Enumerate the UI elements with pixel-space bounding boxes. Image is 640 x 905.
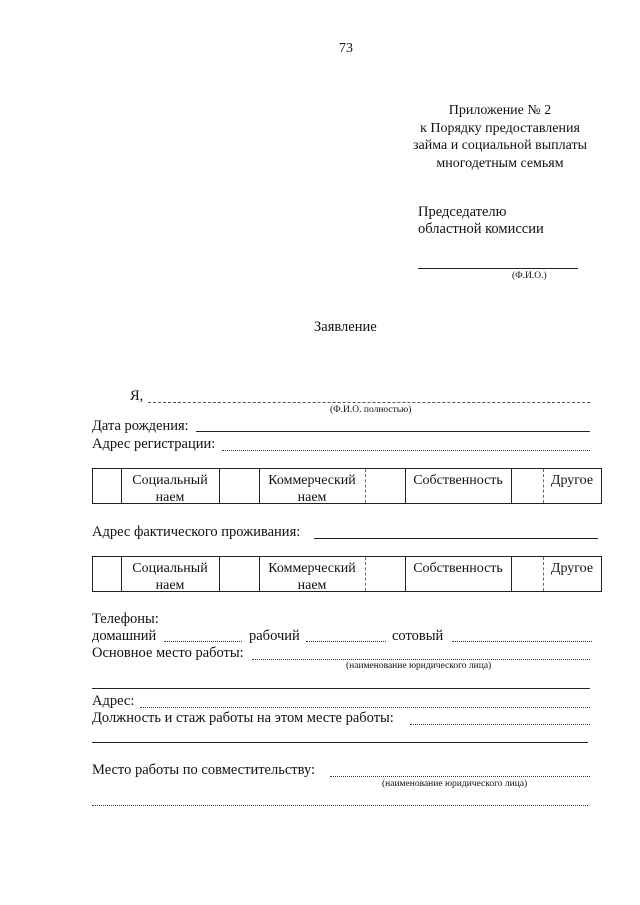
appendix-line-3: займа и социальной выплаты [413, 138, 587, 153]
secondary-job-caption: (наименование юридического лица) [382, 779, 528, 789]
option-other-label: Другое [550, 561, 594, 576]
appendix-line-4: многодетным семьям [436, 155, 564, 171]
birth-date-field[interactable] [196, 431, 590, 432]
appendix-line-1: Приложение № 2 [448, 103, 552, 118]
appendix-line-2: к Порядку предоставления [420, 120, 580, 136]
position-field[interactable] [410, 724, 590, 725]
position-field-line-2[interactable] [92, 742, 588, 743]
option-social-rent-line-1: Социальный [132, 561, 208, 576]
secondary-job-field[interactable] [330, 776, 590, 777]
option-commercial-rent-line-1: Коммерческий [268, 561, 356, 576]
option-ownership-label: Собственность [413, 473, 503, 488]
label-mobile-phone: сотовый [392, 628, 444, 644]
label-ya: Я, [130, 388, 144, 404]
option-ownership[interactable] [405, 472, 511, 489]
label-reg-address: Адрес регистрации: [92, 436, 216, 452]
option-social-rent[interactable] [121, 472, 219, 506]
option-ownership[interactable] [405, 560, 511, 577]
option-other[interactable] [543, 472, 601, 489]
option-social-rent-line-2: наем [155, 578, 185, 593]
label-job-address: Адрес: [92, 693, 135, 709]
document-title: Заявление [314, 319, 377, 335]
label-home-phone: домашний [92, 628, 157, 644]
full-name-field[interactable] [148, 402, 590, 403]
option-commercial-rent[interactable] [259, 472, 365, 506]
housing-type-table-registration [92, 468, 602, 504]
main-job-field-line-2[interactable] [92, 688, 590, 689]
addressee-name-line[interactable] [418, 268, 578, 269]
label-phones: Телефоны: [92, 611, 159, 627]
option-other-label: Другое [550, 473, 594, 488]
home-phone-field[interactable] [164, 641, 242, 642]
main-job-field[interactable] [252, 659, 590, 660]
addressee-line-2: областной комиссии [418, 221, 544, 237]
work-phone-field[interactable] [306, 641, 386, 642]
label-birth-date: Дата рождения: [92, 418, 189, 434]
option-commercial-rent-line-2: наем [297, 490, 327, 505]
label-main-job: Основное место работы: [92, 645, 244, 661]
main-job-caption: (наименование юридического лица) [346, 661, 492, 671]
option-commercial-rent[interactable] [259, 560, 365, 594]
job-address-field[interactable] [140, 707, 590, 708]
reg-address-field[interactable] [222, 450, 590, 451]
option-commercial-rent-line-1: Коммерческий [268, 473, 356, 488]
housing-type-table-actual [92, 556, 602, 592]
label-work-phone: рабочий [249, 628, 300, 644]
option-other[interactable] [543, 560, 601, 577]
addressee-line-1: Председателю [418, 204, 507, 220]
full-name-caption: (Ф.И.О. полностью) [330, 405, 412, 415]
page-number: 73 [339, 41, 353, 56]
label-position: Должность и стаж работы на этом месте работы: [92, 710, 394, 726]
mobile-phone-field[interactable] [452, 641, 592, 642]
actual-address-field[interactable] [314, 538, 598, 539]
label-actual-address: Адрес фактического проживания: [92, 524, 301, 540]
option-ownership-label: Собственность [413, 561, 503, 576]
addressee-caption: (Ф.И.О.) [512, 271, 547, 281]
label-secondary-job: Место работы по совместительству: [92, 762, 316, 778]
secondary-job-field-line-2[interactable] [92, 805, 588, 806]
option-social-rent-line-1: Социальный [132, 473, 208, 488]
option-social-rent[interactable] [121, 560, 219, 594]
appendix-block [380, 102, 620, 172]
option-social-rent-line-2: наем [155, 490, 185, 505]
option-commercial-rent-line-2: наем [297, 578, 327, 593]
